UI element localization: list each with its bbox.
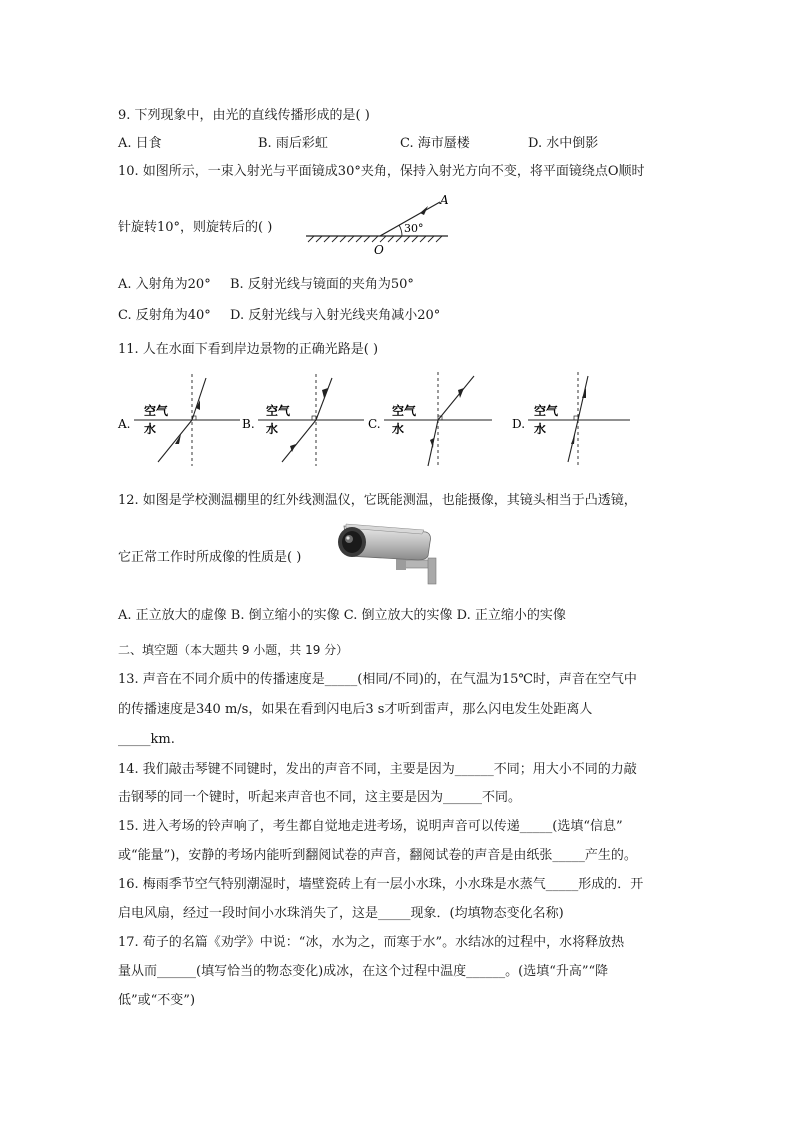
q11-letter-b: B. [242,417,255,431]
arrow-up-icon [175,434,181,444]
q13-line1: 13. 声音在不同介质中的传播速度是_____(相同/不同)的，在气温为15℃时，声音在空气中 [118,672,637,687]
q11-light-path-figures [112,368,642,468]
q11-diagram-c [368,372,492,466]
infrared-camera-image [334,522,440,590]
q16-line2: 启电风扇，经过一段时间小水珠消失了，这是_____现象．(均填物态变化名称) [118,906,564,921]
angle-label: 30° [404,222,424,235]
q11-water-label-d: 水 [534,422,547,436]
q10-stem-line1: 10. 如图所示，一束入射光与平面镜成30°夹角，保持入射光方向不变，将平面镜绕点O顺时 [118,164,645,179]
ray-label-a: A [440,193,449,207]
q10-mirror-figure [300,192,460,262]
q11-diagram-a [117,374,240,466]
q17-line3: 低”或“不变”) [118,993,196,1008]
q11-water-label-a: 水 [144,422,157,436]
q10-stem-line2: 针旋转10°，则旋转后的( ) [118,220,273,235]
q11-water-label-c: 水 [392,422,405,436]
q9-option-b: B. 雨后彩虹 [258,136,328,151]
q9-option-c: C. 海市蜃楼 [400,136,470,151]
q14-line2: 击钢琴的同一个键时，听起来声音也不同，这主要是因为______不同。 [118,790,522,805]
q15-line2: 或“能量”)，安静的考场内能听到翻阅试卷的声音，翻阅试卷的声音是由纸张_____产生的。 [118,848,637,863]
arrow-up-icon [571,434,575,444]
q13-line3: _____km. [118,732,175,747]
mirror-hatching [308,236,442,242]
q11-letter-d: D. [512,417,526,431]
angle-arc [399,225,402,236]
q10-option-b: B. 反射光线与镜面的夹角为50° [230,277,414,292]
q14-line1: 14. 我们敲击琴键不同键时，发出的声音不同，主要是因为______不同；用大小不同的力敲 [118,762,637,777]
q9-stem: 9. 下列现象中，由光的直线传播形成的是( ) [118,108,370,123]
arrow-down-icon [458,388,464,398]
point-label-o: O [374,243,384,257]
q16-line1: 16. 梅雨季节空气特别潮湿时，墙壁瓷砖上有一层小水珠，小水珠是水蒸气_____形成的．开 [118,877,644,892]
q11-stem: 11. 人在水面下看到岸边景物的正确光路是( ) [118,342,379,357]
q10-option-c: C. 反射角为40° [118,308,211,323]
q9-option-a: A. 日食 [118,136,162,151]
q10-option-a: A. 入射角为20° [118,277,211,292]
q11-diagram-b [242,374,364,466]
q17-line1: 17. 荀子的名篇《劝学》中说：“冰，水为之，而寒于水”。水结冰的过程中，水将释放热 [118,935,625,950]
q17-line2: 量从而______(填写恰当的物态变化)成冰，在这个过程中温度______。(选填“升高”“降 [118,964,609,979]
q11-water-label-b: 水 [266,422,279,436]
q12-stem-line2: 它正常工作时所成像的性质是( ) [118,550,302,565]
q11-letter-c: C. [368,417,381,431]
q11-air-label-a: 空气 [144,404,169,418]
ray-arrow-icon [420,206,428,215]
q11-air-label-b: 空气 [266,404,291,418]
q12-stem-line1: 12. 如图是学校测温棚里的红外线测温仪，它既能测温，也能摄像，其镜头相当于凸透镜， [118,493,637,508]
q13-line2: 的传播速度是340 m/s，如果在看到闪电后3 s才听到雷声，那么闪电发生处距离人 [118,702,593,717]
q11-air-label-d: 空气 [534,404,559,418]
q15-line1: 15. 进入考场的铃声响了，考生都自觉地走进考场，说明声音可以传递_____(选填“信息” [118,819,623,834]
q9-option-d: D. 水中倒影 [528,136,599,151]
q12-options: A. 正立放大的虚像 B. 倒立缩小的实像 C. 倒立放大的实像 D. 正立缩小的实像 [118,608,566,623]
q10-option-d: D. 反射光线与入射光线夹角减小20° [230,308,441,323]
q11-letter-a: A. [118,417,131,431]
arrow-up-icon [582,388,586,398]
q11-diagram-d [512,372,630,466]
q11-air-label-c: 空气 [392,404,417,418]
section-2-heading: 二、填空题（本大题共 9 小题，共 19 分） [118,643,349,657]
